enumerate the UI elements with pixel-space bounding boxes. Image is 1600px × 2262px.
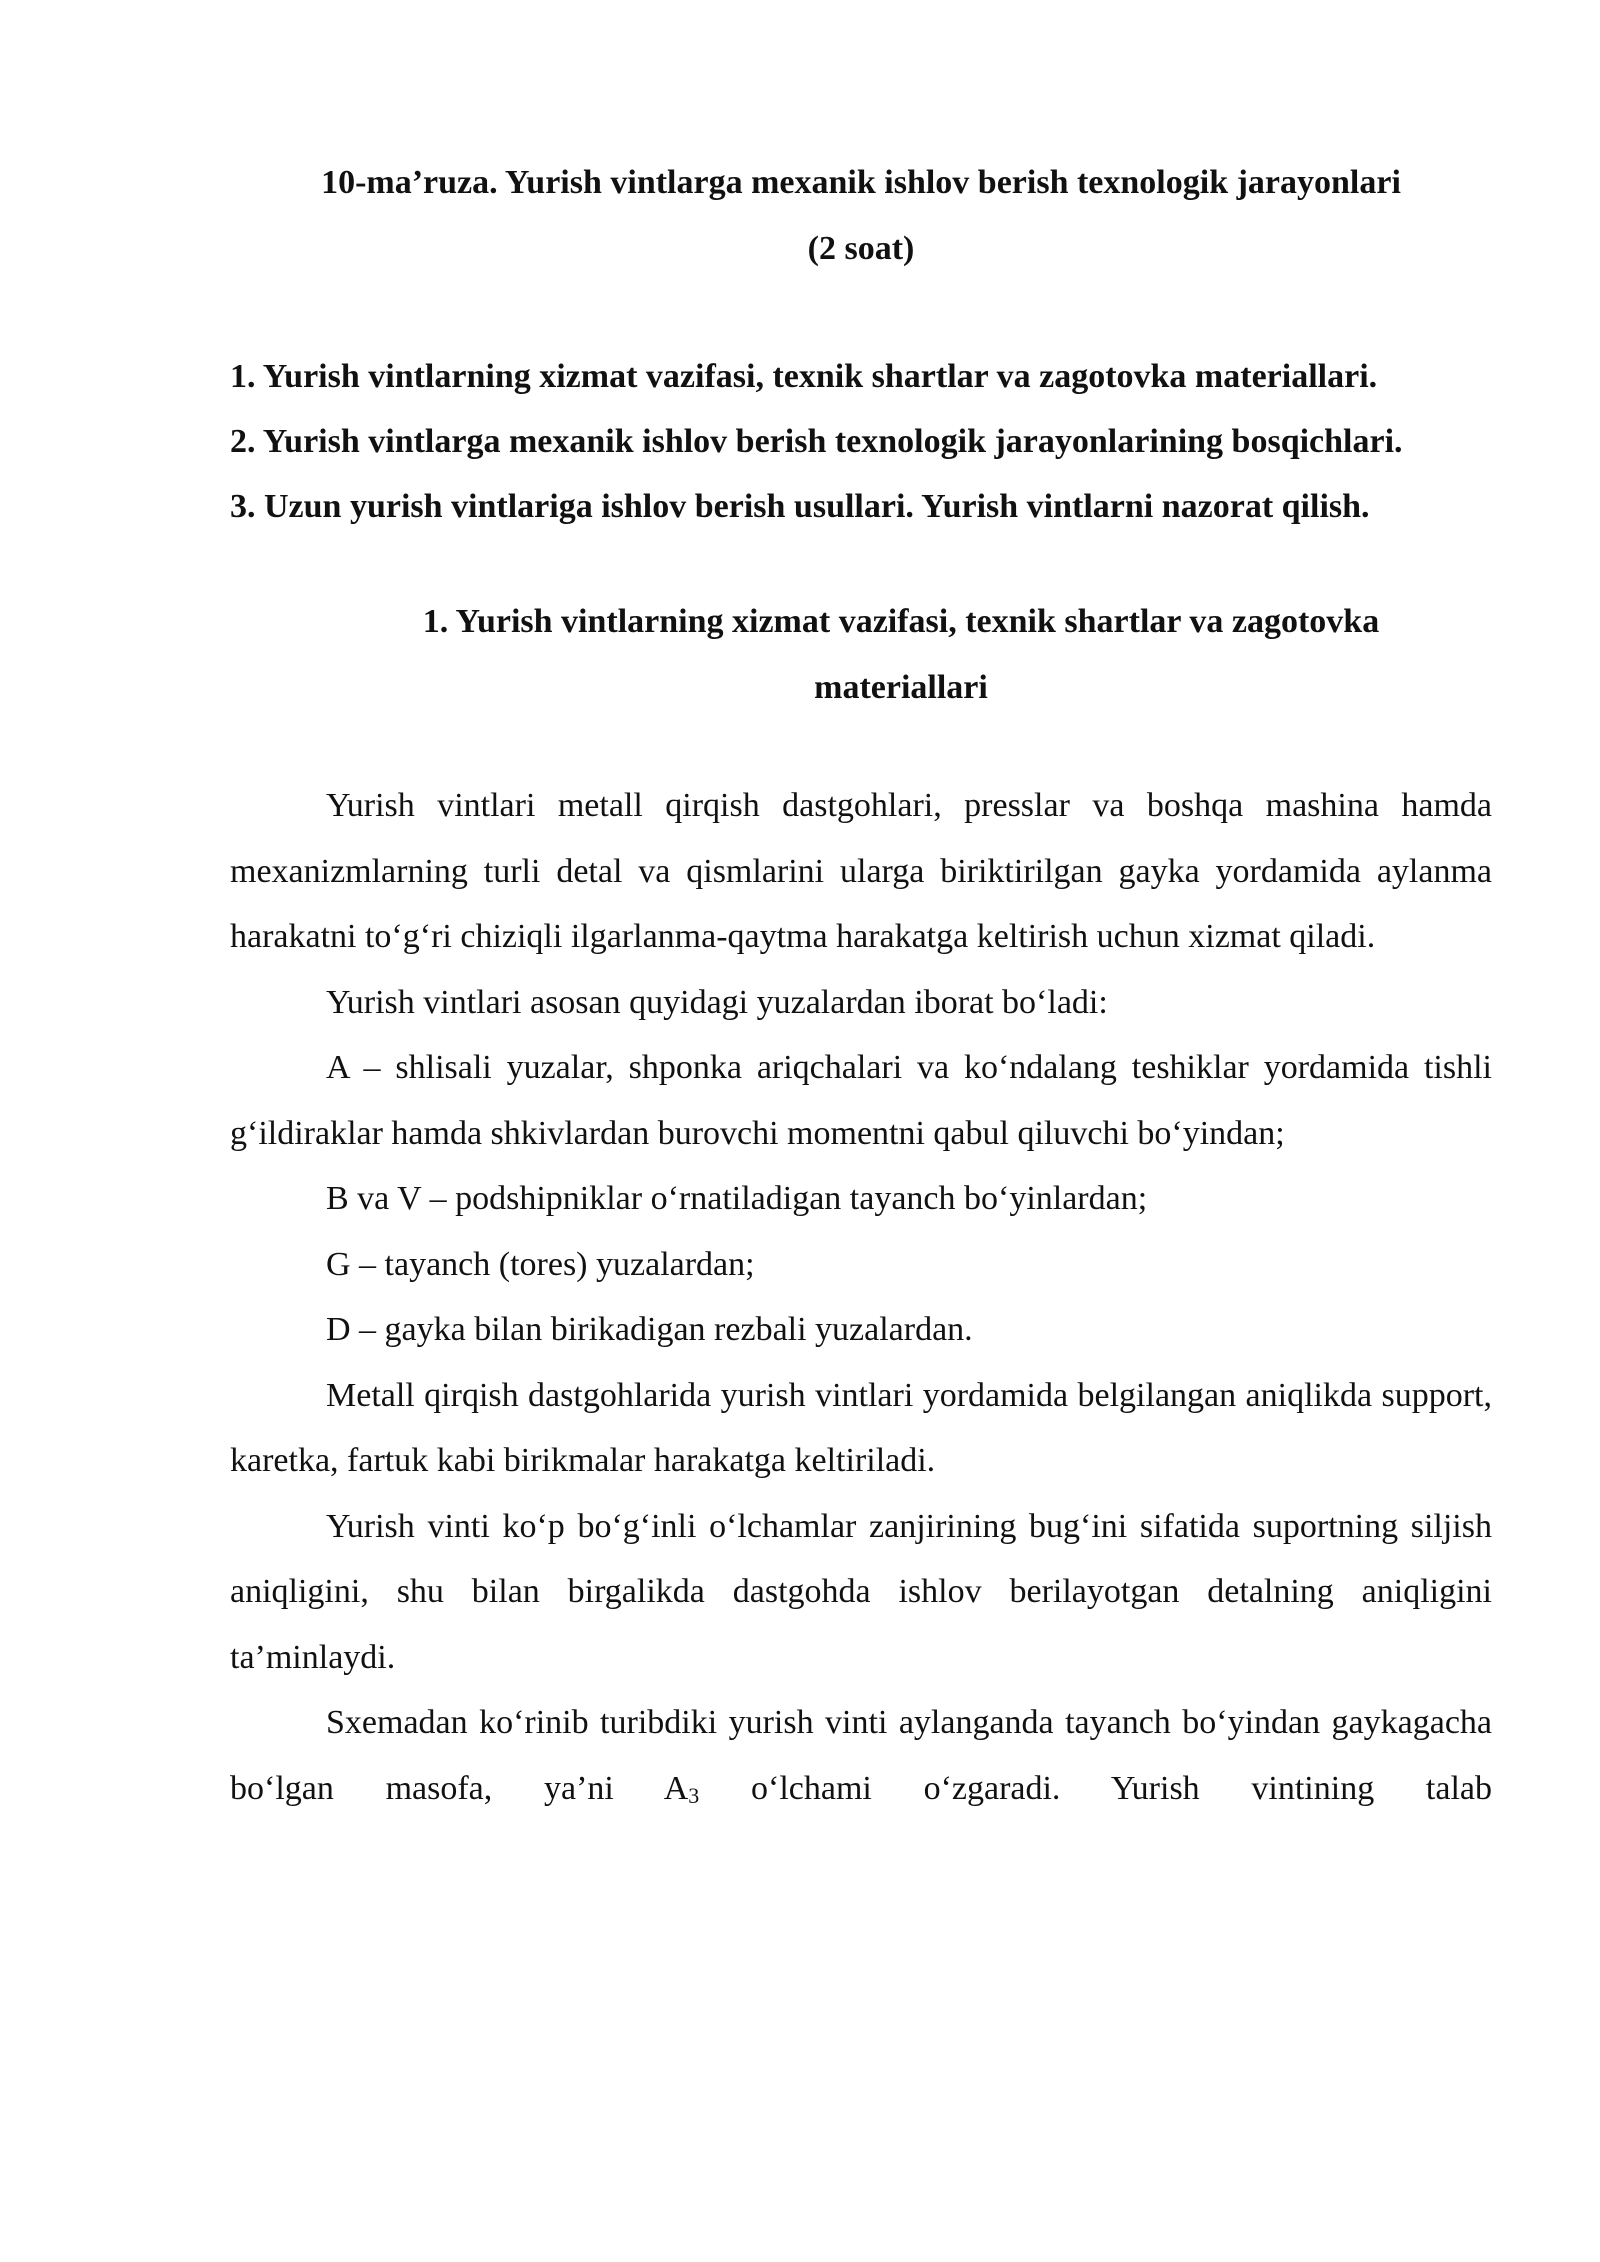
list-item-g: G – tayanch (tores) yuzalardan; — [326, 1245, 755, 1283]
list-item-d: D – gayka bilan birikadigan rezbali yuzalardan. — [326, 1311, 973, 1348]
document-page — [230, 150, 1492, 1821]
outline-item-3: 3. Uzun yurish vintlariga ishlov berish usullari. Yurish vintlarni nazorat qilish. — [230, 488, 1370, 525]
lecture-title-line-1: 10-ma’ruza. Yurish vintlarga mexanik ishlov berish texnologik jarayonlari — [321, 164, 1401, 201]
lecture-duration: (2 soat) — [807, 230, 915, 267]
list-item-b-v: B va V – podshipniklar o‘rnatiladigan tayanch bo‘yinlardan; — [326, 1180, 1148, 1217]
section-1-body — [230, 773, 1492, 1821]
paragraph-scheme-text-1: Sxemadan ko‘rinib turibdiki yurish vinti aylanganda tayanch bo‘yindan gaykagacha bo‘lgan masofa, ya’ni A — [230, 1704, 1492, 1807]
section-1-heading — [230, 589, 1492, 721]
paragraph-surfaces-intro: Yurish vintlari asosan quyidagi yuzalardan iborat bo‘ladi: — [326, 983, 1108, 1021]
lecture-title — [230, 150, 1492, 282]
section-1-heading-line-1: 1. Yurish vintlarning xizmat vazifasi, texnik shartlar va zagotovka — [422, 603, 1380, 640]
paragraph-accuracy: Yurish vinti ko‘p bo‘g‘inli o‘lchamlar zanjirining bug‘ini sifatida suportning siljish aniqligini, shu bilan birgalikda dastgohda ishlov berilayotgan detalning aniqligini ta’minlaydi. — [230, 1507, 1492, 1676]
paragraph-purpose: Yurish vintlari metall qirqish dastgohlari, presslar va boshqa mashina hamda mexanizmlarning turli detal va qismlarini ularga biriktirilgan gayka yordamida aylanma harakatni to‘g‘ri chiziqli ilgarlanma-qaytma harakatga keltirish uchun xizmat qiladi. — [230, 787, 1492, 955]
list-item-a: A – shlisali yuzalar, shponka ariqchalari va ko‘ndalang teshiklar yordamida tishli g‘ildiraklar hamda shkivlardan burovchi momentni qabul qiluvchi bo‘yindan; — [230, 1049, 1492, 1152]
lecture-outline — [230, 344, 1492, 539]
section-1-heading-line-2: materiallari — [814, 669, 988, 706]
outline-item-2: 2. Yurish vintlarga mexanik ishlov berish texnologik jarayonlarining bosqichlari. — [230, 423, 1403, 460]
outline-item-1: 1. Yurish vintlarning xizmat vazifasi, texnik shartlar va zagotovka materiallari. — [230, 358, 1378, 395]
paragraph-scheme-text-2: o‘lchami o‘zgaradi. Yurish vintining talab — [699, 1769, 1492, 1807]
dimension-subscript: 3 — [688, 1782, 700, 1808]
paragraph-machine-tools: Metall qirqish dastgohlarida yurish vintlari yordamida belgilangan aniqlikda support, karetka, fartuk kabi birikmalar harakatga keltiriladi. — [230, 1376, 1492, 1479]
paragraph-scheme — [230, 1690, 1492, 1821]
